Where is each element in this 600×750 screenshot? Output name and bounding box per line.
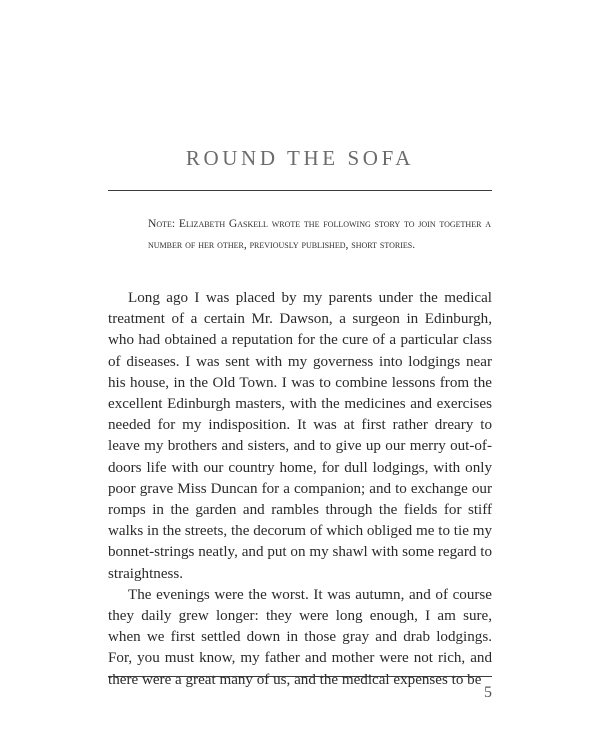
paragraph: Long ago I was placed by my parents under the medical treatment of a certain Mr. Dawson, a surgeon in Edinburgh, who had obtained a reputation for the cure of a particular class of diseases. I was sent with my governess into lodgings near his house, in the Old Town. I was to combine lessons from the excellent Edinburgh masters, with the medicines and exercises needed for my indisposition. It was at first rather dreary to leave my brothers and sisters, and to give up our merry out-of-doors life with our country home, for dull lodgings, with only poor grave Miss Duncan for a companion; and to exchange our romps in the garden and rambles through the fields for stiff walks in the streets, the decorum of which obliged me to tie my bonnet-strings neatly, and put on my shawl with some regard to straightness. — [108, 290, 492, 582]
page-number: 5 — [484, 684, 492, 701]
editorial-note: Note: Elizabeth Gaskell wrote the following story to join together a number of her other, previously published, short stories. — [148, 217, 491, 251]
chapter-title: ROUND THE SOFA — [185, 146, 415, 170]
footer-divider — [108, 676, 492, 677]
title-divider — [108, 190, 492, 191]
body-text — [108, 288, 492, 691]
paragraph: The evenings were the worst. It was autumn, and of course they daily grew longer: they were long enough, I am sure, when we first settled down in those gray and drab lodgings. For, you must know, my father and mother were not rich, and there were a great many of us, and the medical expenses to be — [108, 586, 492, 688]
